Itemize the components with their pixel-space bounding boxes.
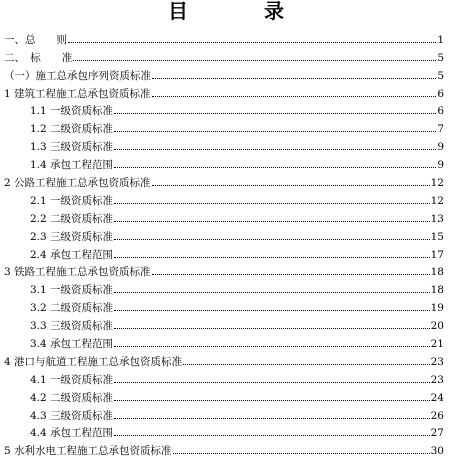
dot-leader	[114, 418, 430, 419]
dot-leader	[114, 149, 436, 150]
toc-entry[interactable]	[0, 296, 452, 314]
table-of-contents	[0, 28, 452, 457]
toc-entry[interactable]	[0, 386, 452, 404]
toc-entry-page-number: 26	[430, 409, 444, 422]
toc-entry-page-number: 30	[430, 445, 444, 457]
toc-entry-label: 3.1 一级资质标准	[30, 284, 114, 297]
dot-leader	[173, 453, 430, 454]
toc-entry-page-number: 20	[430, 320, 444, 333]
toc-entry-label: 1.4 承包工程范围	[30, 159, 114, 172]
toc-entry[interactable]	[0, 439, 452, 457]
toc-entry-page-number: 13	[430, 212, 444, 225]
toc-entry-page-number: 9	[437, 141, 444, 154]
dot-leader	[114, 292, 430, 293]
dot-leader	[114, 382, 430, 383]
dot-leader	[152, 274, 430, 275]
dot-leader	[114, 346, 430, 347]
toc-entry-label: 一、总 则	[4, 33, 67, 46]
toc-entry-page-number: 9	[437, 159, 444, 172]
toc-entry-page-number: 17	[430, 248, 444, 261]
toc-entry-label: 2.2 二级资质标准	[30, 212, 114, 225]
toc-entry[interactable]	[0, 404, 452, 422]
toc-entry-label: 1.3 三级资质标准	[30, 141, 114, 154]
dot-leader	[114, 435, 430, 436]
dot-leader	[114, 131, 436, 132]
toc-entry-page-number: 18	[430, 266, 444, 279]
dot-leader	[114, 203, 430, 204]
toc-entry-page-number: 21	[430, 338, 444, 351]
toc-entry-page-number: 15	[430, 230, 444, 243]
dot-leader	[114, 328, 430, 329]
toc-entry-page-number: 6	[437, 105, 444, 118]
toc-entry-page-number: 5	[437, 51, 444, 64]
toc-entry-label: 1 建筑工程施工总承包资质标准	[4, 87, 151, 100]
toc-entry-label: 4.3 三级资质标准	[30, 409, 114, 422]
toc-entry[interactable]	[0, 100, 452, 118]
toc-entry[interactable]	[0, 117, 452, 135]
toc-entry-page-number: 24	[430, 391, 444, 404]
toc-entry[interactable]	[0, 153, 452, 171]
toc-entry-label: 4.2 二级资质标准	[30, 391, 114, 404]
toc-entry[interactable]	[0, 207, 452, 225]
toc-entry-label: 1.1 一级资质标准	[30, 105, 114, 118]
dot-leader	[114, 221, 430, 222]
dot-leader	[183, 364, 430, 365]
toc-entry-label: 4 港口与航道工程施工总承包资质标准	[4, 355, 183, 368]
toc-entry-label: 2.4 承包工程范围	[30, 248, 114, 261]
toc-entry[interactable]	[0, 82, 452, 100]
dot-leader	[114, 167, 436, 168]
toc-entry[interactable]	[0, 189, 452, 207]
toc-entry-page-number: 23	[430, 355, 444, 368]
toc-entry[interactable]	[0, 225, 452, 243]
toc-entry-page-number: 12	[430, 177, 444, 190]
toc-entry-label: 二、 标 准	[4, 51, 73, 64]
toc-entry-label: 5 水利水电工程施工总承包资质标准	[4, 445, 172, 457]
dot-leader	[114, 400, 430, 401]
toc-entry[interactable]	[0, 350, 452, 368]
toc-entry-label: （一）施工总承包序列资质标准	[4, 69, 151, 82]
toc-entry-label: 3.4 承包工程范围	[30, 338, 114, 351]
dot-leader	[114, 310, 430, 311]
toc-entry[interactable]	[0, 243, 452, 261]
toc-entry[interactable]	[0, 332, 452, 350]
toc-entry-label: 4.4 承包工程范围	[30, 427, 114, 440]
toc-entry[interactable]	[0, 171, 452, 189]
toc-entry-page-number: 7	[437, 123, 444, 136]
dot-leader	[152, 96, 437, 97]
toc-title: 目 录	[168, 0, 312, 23]
toc-entry-page-number: 6	[437, 87, 444, 100]
toc-entry[interactable]	[0, 368, 452, 386]
dot-leader	[68, 42, 436, 43]
toc-entry-page-number: 23	[430, 373, 444, 386]
dot-leader	[73, 60, 436, 61]
toc-entry-page-number: 18	[430, 284, 444, 297]
dot-leader	[114, 113, 436, 114]
toc-entry-label: 1.2 二级资质标准	[30, 123, 114, 136]
toc-entry[interactable]	[0, 422, 452, 440]
toc-entry-page-number: 12	[430, 194, 444, 207]
toc-entry[interactable]	[0, 46, 452, 64]
dot-leader	[152, 185, 430, 186]
toc-entry-label: 2.3 三级资质标准	[30, 230, 114, 243]
toc-entry-page-number: 19	[430, 302, 444, 315]
toc-entry-label: 3.3 三级资质标准	[30, 320, 114, 333]
toc-entry[interactable]	[0, 314, 452, 332]
toc-entry[interactable]	[0, 135, 452, 153]
toc-entry[interactable]	[0, 278, 452, 296]
toc-entry[interactable]	[0, 261, 452, 279]
toc-entry-label: 2 公路工程施工总承包资质标准	[4, 177, 151, 190]
toc-entry-label: 3 铁路工程施工总承包资质标准	[4, 266, 151, 279]
dot-leader	[114, 239, 430, 240]
toc-entry-page-number: 27	[430, 427, 444, 440]
toc-entry[interactable]	[0, 64, 452, 82]
toc-entry[interactable]	[0, 28, 452, 46]
toc-entry-label: 3.2 二级资质标准	[30, 302, 114, 315]
toc-entry-page-number: 5	[437, 69, 444, 82]
toc-entry-page-number: 1	[437, 33, 444, 46]
toc-entry-label: 2.1 一级资质标准	[30, 194, 114, 207]
toc-entry-label: 4.1 一级资质标准	[30, 373, 114, 386]
dot-leader	[114, 257, 430, 258]
dot-leader	[152, 78, 436, 79]
